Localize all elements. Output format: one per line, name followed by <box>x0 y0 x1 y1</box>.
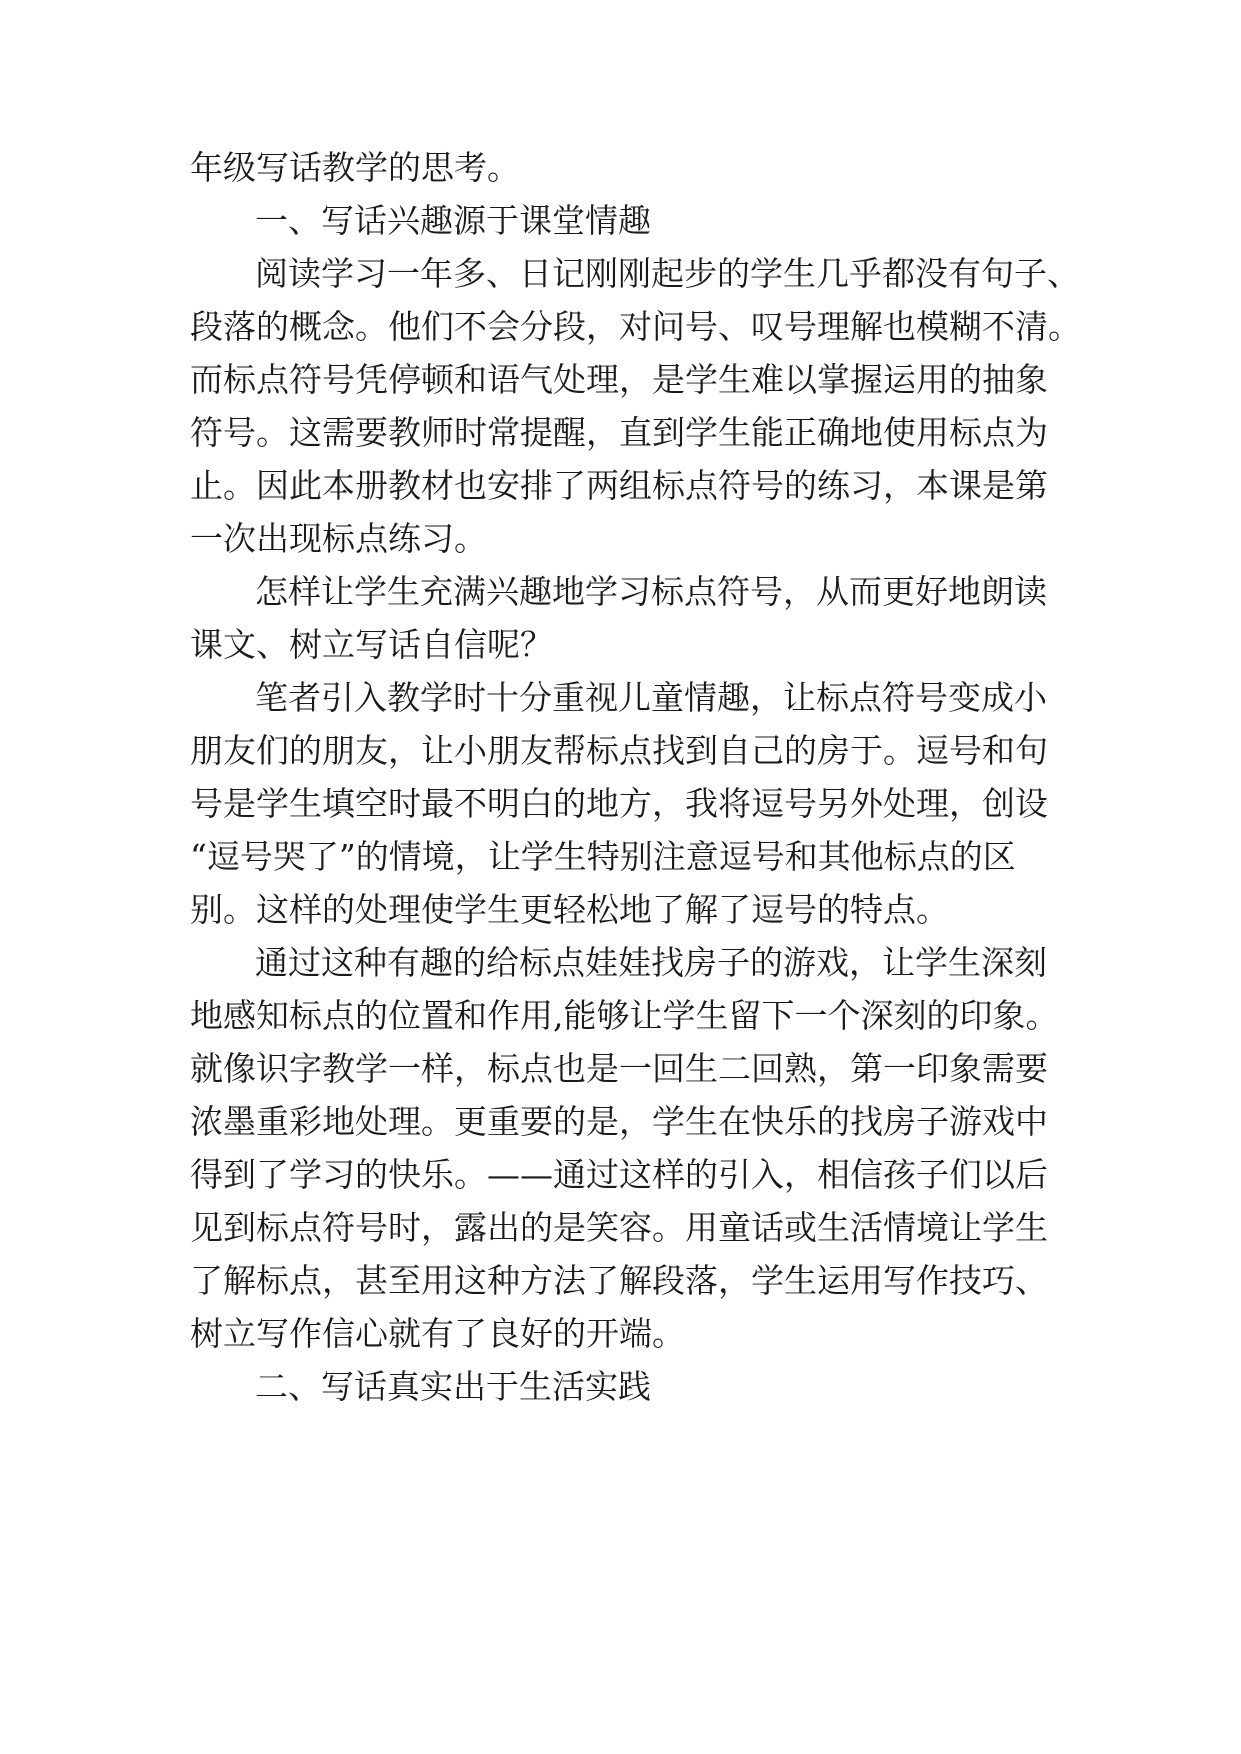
section-heading: 二、写话真实出于生活实践 <box>255 1367 651 1406</box>
text-line: 朋友们的朋友，让小朋友帮标点找到自己的房于。逗号和句 <box>190 731 1048 770</box>
text-line: 号是学生填空时最不明白的地方，我将逗号另外处理，创设 <box>190 784 1048 823</box>
text-line: 怎样让学生充满兴趣地学习标点符号，从而更好地朗读 <box>255 572 1047 611</box>
text-line: 通过这种有趣的给标点娃娃找房子的游戏，让学生深刻 <box>255 943 1047 982</box>
text-line: 就像识字教学一样，标点也是一回生二回熟，第一印象需要 <box>190 1049 1048 1088</box>
text-line: 别。这样的处理使学生更轻松地了解了逗号的特点。 <box>190 890 949 929</box>
text-line: 树立写作信心就有了良好的开端。 <box>190 1314 685 1353</box>
text-line: 浓墨重彩地处理。更重要的是，学生在快乐的找房子游戏中 <box>190 1102 1048 1141</box>
text-line: 得到了学习的快乐。——通过这样的引入，相信孩子们以后 <box>190 1155 1048 1194</box>
text-line: 地感知标点的位置和作用,能够让学生留下一个深刻的印象。 <box>190 996 1059 1035</box>
text-line: 了解标点，甚至用这种方法了解段落，学生运用写作技巧、 <box>190 1261 1048 1300</box>
text-line: “逗号哭了”的情境，让学生特别注意逗号和其他标点的区 <box>190 837 1016 876</box>
text-line: 笔者引入教学时十分重视儿童情趣，让标点符号变成小 <box>255 678 1047 717</box>
text-line: 课文、树立写话自信呢？ <box>190 625 553 664</box>
text-line: 止。因此本册教材也安排了两组标点符号的练习，本课是第 <box>190 466 1048 505</box>
text-line: 一次出现标点练习。 <box>190 519 487 558</box>
text-line: 阅读学习一年多、日记刚刚起步的学生几乎都没有句子、 <box>255 254 1080 293</box>
text-line: 段落的概念。他们不会分段，对问号、叹号理解也模糊不清。 <box>190 307 1081 346</box>
text-line: 符号。这需要教师时常提醒，直到学生能正确地使用标点为 <box>190 413 1048 452</box>
text-line: 见到标点符号时，露出的是笑容。用童话或生活情境让学生 <box>190 1208 1048 1247</box>
text-line: 年级写话教学的思考。 <box>190 148 520 187</box>
text-line: 而标点符号凭停顿和语气处理，是学生难以掌握运用的抽象 <box>190 360 1048 399</box>
section-heading: 一、写话兴趣源于课堂情趣 <box>255 201 651 240</box>
